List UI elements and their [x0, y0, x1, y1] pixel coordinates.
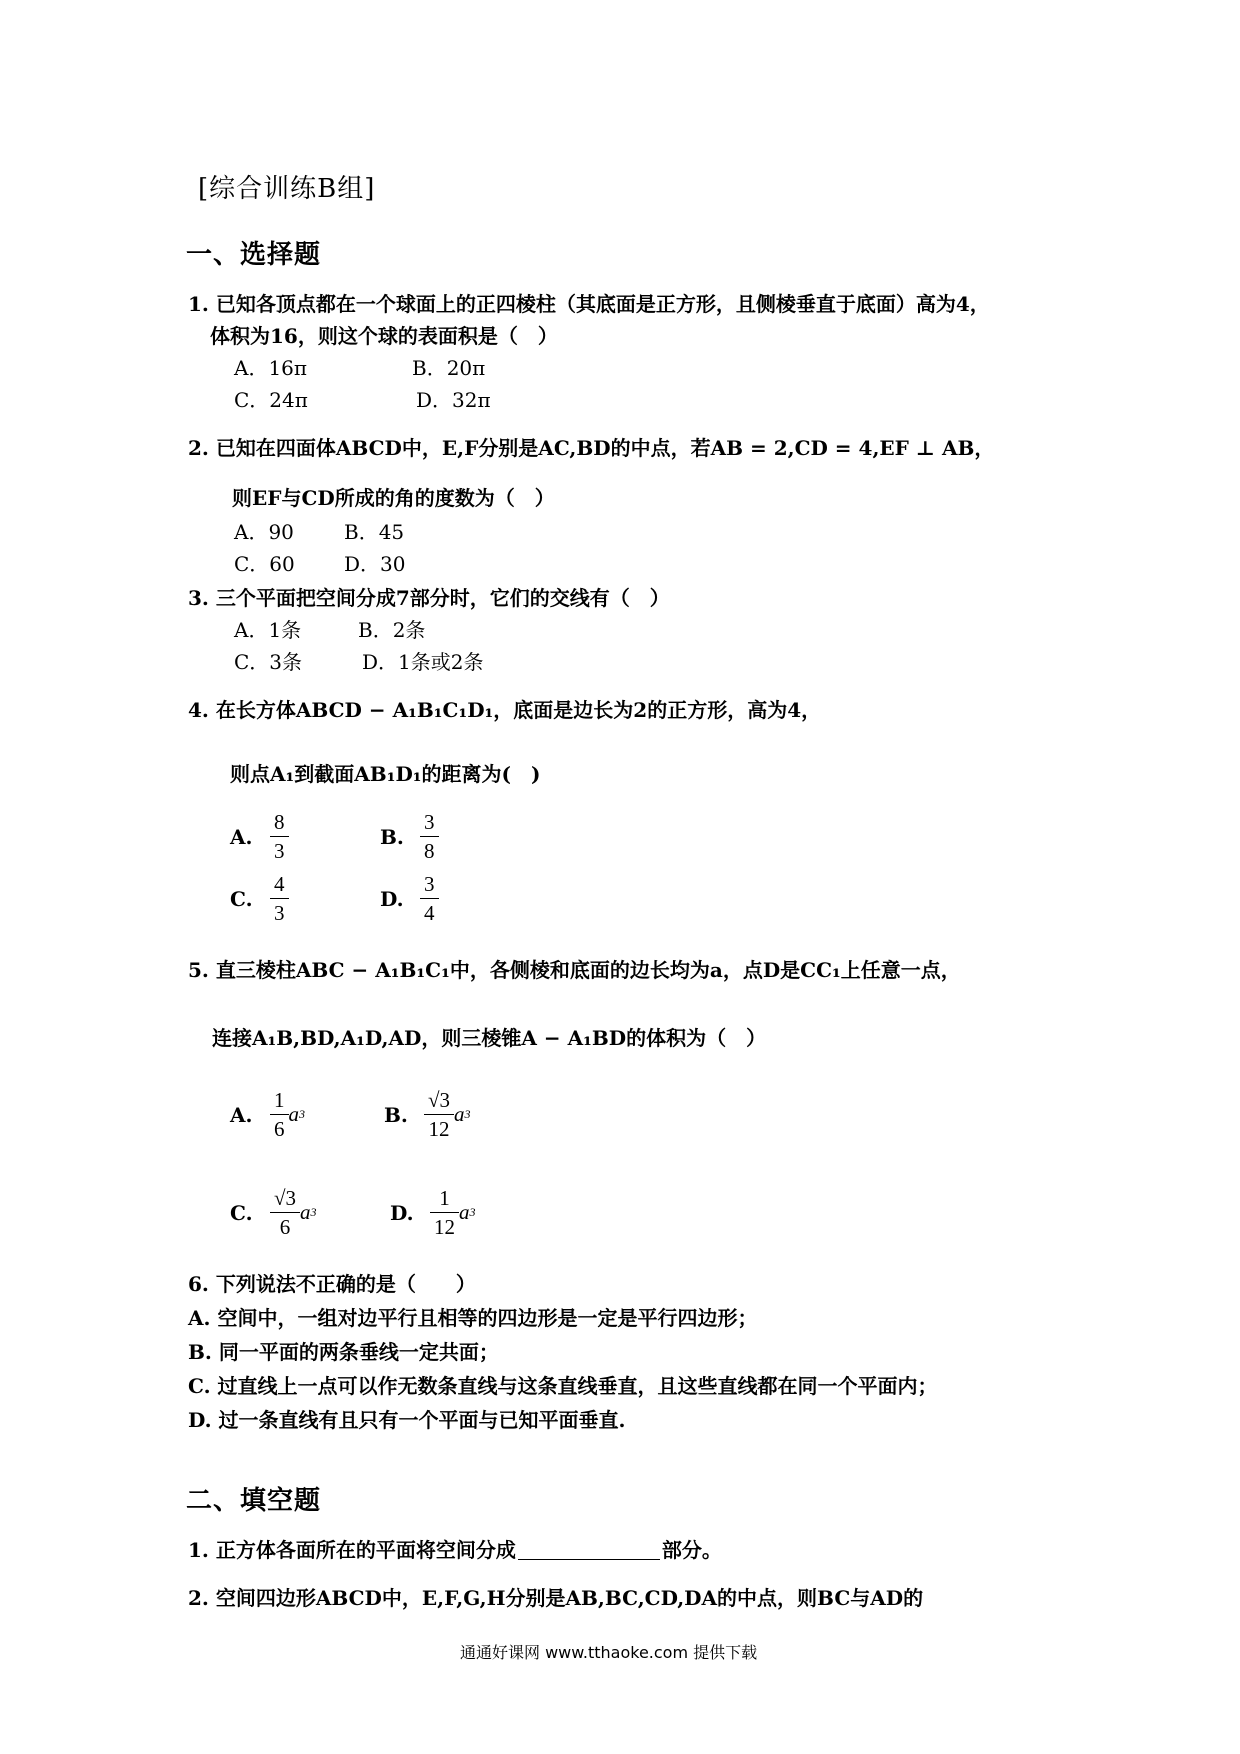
fraction: [270, 1184, 300, 1241]
variable: a: [459, 1200, 470, 1224]
question-6-option-d: D. 过一条直线有且只有一个平面与已知平面垂直.: [188, 1408, 626, 1432]
section-title-fill: 二、填空题: [186, 1486, 322, 1516]
exponent: 3: [299, 1107, 305, 1121]
fill-question-2: 2. 空间四边形ABCD中，E,F,G,H分别是AB,BC,CD,DA的中点，则BC与AD的: [188, 1586, 924, 1610]
question-3-line1: 3. 三个平面把空间分成7部分时，它们的交线有（ ）: [188, 586, 670, 610]
question-4-option-b: [380, 808, 439, 865]
question-2-line2: 则EF与CD所成的角的度数为（ ）: [232, 486, 555, 510]
variable: a: [288, 1102, 299, 1126]
denominator: 3: [274, 901, 285, 925]
question-4-option-d: [380, 870, 439, 927]
question-2-option-a: A．90: [234, 520, 294, 544]
numerator: 1: [270, 1086, 289, 1115]
question-3-option-b: B．2条: [358, 618, 426, 642]
denominator: 12: [434, 1215, 455, 1239]
denominator: 6: [279, 1215, 291, 1239]
variable: a: [454, 1102, 465, 1126]
fraction: [270, 1086, 289, 1143]
numerator: 4: [270, 870, 289, 899]
question-2-line1: 2. 已知在四面体ABCD中，E,F分别是AC,BD的中点，若AB = 2,CD = 4,EF ⊥ AB，: [188, 436, 995, 460]
exponent: 3: [469, 1205, 476, 1219]
question-5-option-b: [384, 1086, 471, 1143]
option-label: A.: [230, 1102, 253, 1127]
numerator: 3: [420, 808, 439, 837]
question-6-line1: 6. 下列说法不正确的是（ ）: [188, 1272, 476, 1296]
question-3-option-c: C．3条: [234, 650, 303, 674]
exponent: 3: [464, 1107, 471, 1121]
option-label: D.: [380, 886, 404, 911]
variable: a: [300, 1200, 311, 1224]
fraction: [270, 808, 289, 865]
question-4-line2: 则点A₁到截面AB₁D₁的距离为( ): [230, 762, 541, 786]
denominator: 4: [424, 901, 435, 925]
option-label: C.: [230, 1200, 253, 1225]
fraction: [420, 808, 439, 865]
question-5-line2: 连接A₁B,BD,A₁D,AD，则三棱锥A − A₁BD的体积为（ ）: [212, 1026, 767, 1050]
question-3-option-d: D．1条或2条: [362, 650, 484, 674]
option-label: B.: [380, 824, 404, 849]
question-1-option-a: A．16π: [234, 356, 308, 380]
numerator: 1: [430, 1184, 459, 1213]
fill-question-1: [188, 1534, 722, 1563]
fill-question-1-suffix: 部分。: [661, 1538, 722, 1562]
question-4-option-a: [230, 808, 289, 865]
numerator: 8: [270, 808, 289, 837]
question-3-option-a: A．1条: [234, 618, 302, 642]
question-2-option-b: B．45: [344, 520, 405, 544]
fraction: [270, 870, 289, 927]
exponent: 3: [310, 1205, 317, 1219]
fill-question-1-text: 1. 正方体各面所在的平面将空间分成: [188, 1538, 516, 1562]
option-label: B.: [384, 1102, 408, 1127]
question-5-line1: 5. 直三棱柱ABC − A₁B₁C₁中，各侧棱和底面的边长均为a，点D是CC₁上任意一点，: [188, 958, 961, 982]
question-5-option-a: [230, 1086, 305, 1143]
denominator: 8: [424, 839, 435, 863]
question-1-line2: 体积为16，则这个球的表面积是（ ）: [210, 324, 558, 348]
section-title-choice: 一、选择题: [186, 240, 322, 270]
question-1-option-d: D．32π: [416, 388, 491, 412]
numerator: 3: [420, 870, 439, 899]
question-1-option-c: C．24π: [234, 388, 308, 412]
question-1-option-b: B．20π: [412, 356, 486, 380]
question-6-option-c: C. 过直线上一点可以作无数条直线与这条直线垂直，且这些直线都在同一个平面内；: [188, 1374, 938, 1398]
question-6-option-a: A. 空间中，一组对边平行且相等的四边形是一定是平行四边形；: [188, 1306, 758, 1330]
footer-source: 通通好课网 www.tthaoke.com 提供下载: [460, 1643, 758, 1662]
option-label: A.: [230, 824, 253, 849]
question-4-option-c: [230, 870, 289, 927]
question-2-option-d: D．30: [344, 552, 406, 576]
numerator: √3: [270, 1184, 300, 1213]
group-title: [综合训练B组]: [198, 174, 376, 204]
question-6-option-b: B. 同一平面的两条垂线一定共面；: [188, 1340, 499, 1364]
numerator: √3: [424, 1086, 454, 1115]
question-4-line1: 4. 在长方体ABCD − A₁B₁C₁D₁，底面是边长为2的正方形，高为4，: [188, 698, 822, 722]
question-5-option-d: [390, 1184, 476, 1241]
fraction: [430, 1184, 459, 1241]
fraction: [424, 1086, 454, 1143]
fraction: [420, 870, 439, 927]
denominator: 12: [428, 1117, 450, 1141]
denominator: 3: [274, 839, 285, 863]
question-2-option-c: C．60: [234, 552, 295, 576]
question-5-option-c: [230, 1184, 317, 1241]
answer-blank: [518, 1539, 660, 1560]
denominator: 6: [274, 1117, 285, 1141]
question-1-line1: 1. 已知各顶点都在一个球面上的正四棱柱（其底面是正方形，且侧棱垂直于底面）高为4，: [188, 292, 990, 316]
option-label: D.: [390, 1200, 414, 1225]
option-label: C.: [230, 886, 253, 911]
